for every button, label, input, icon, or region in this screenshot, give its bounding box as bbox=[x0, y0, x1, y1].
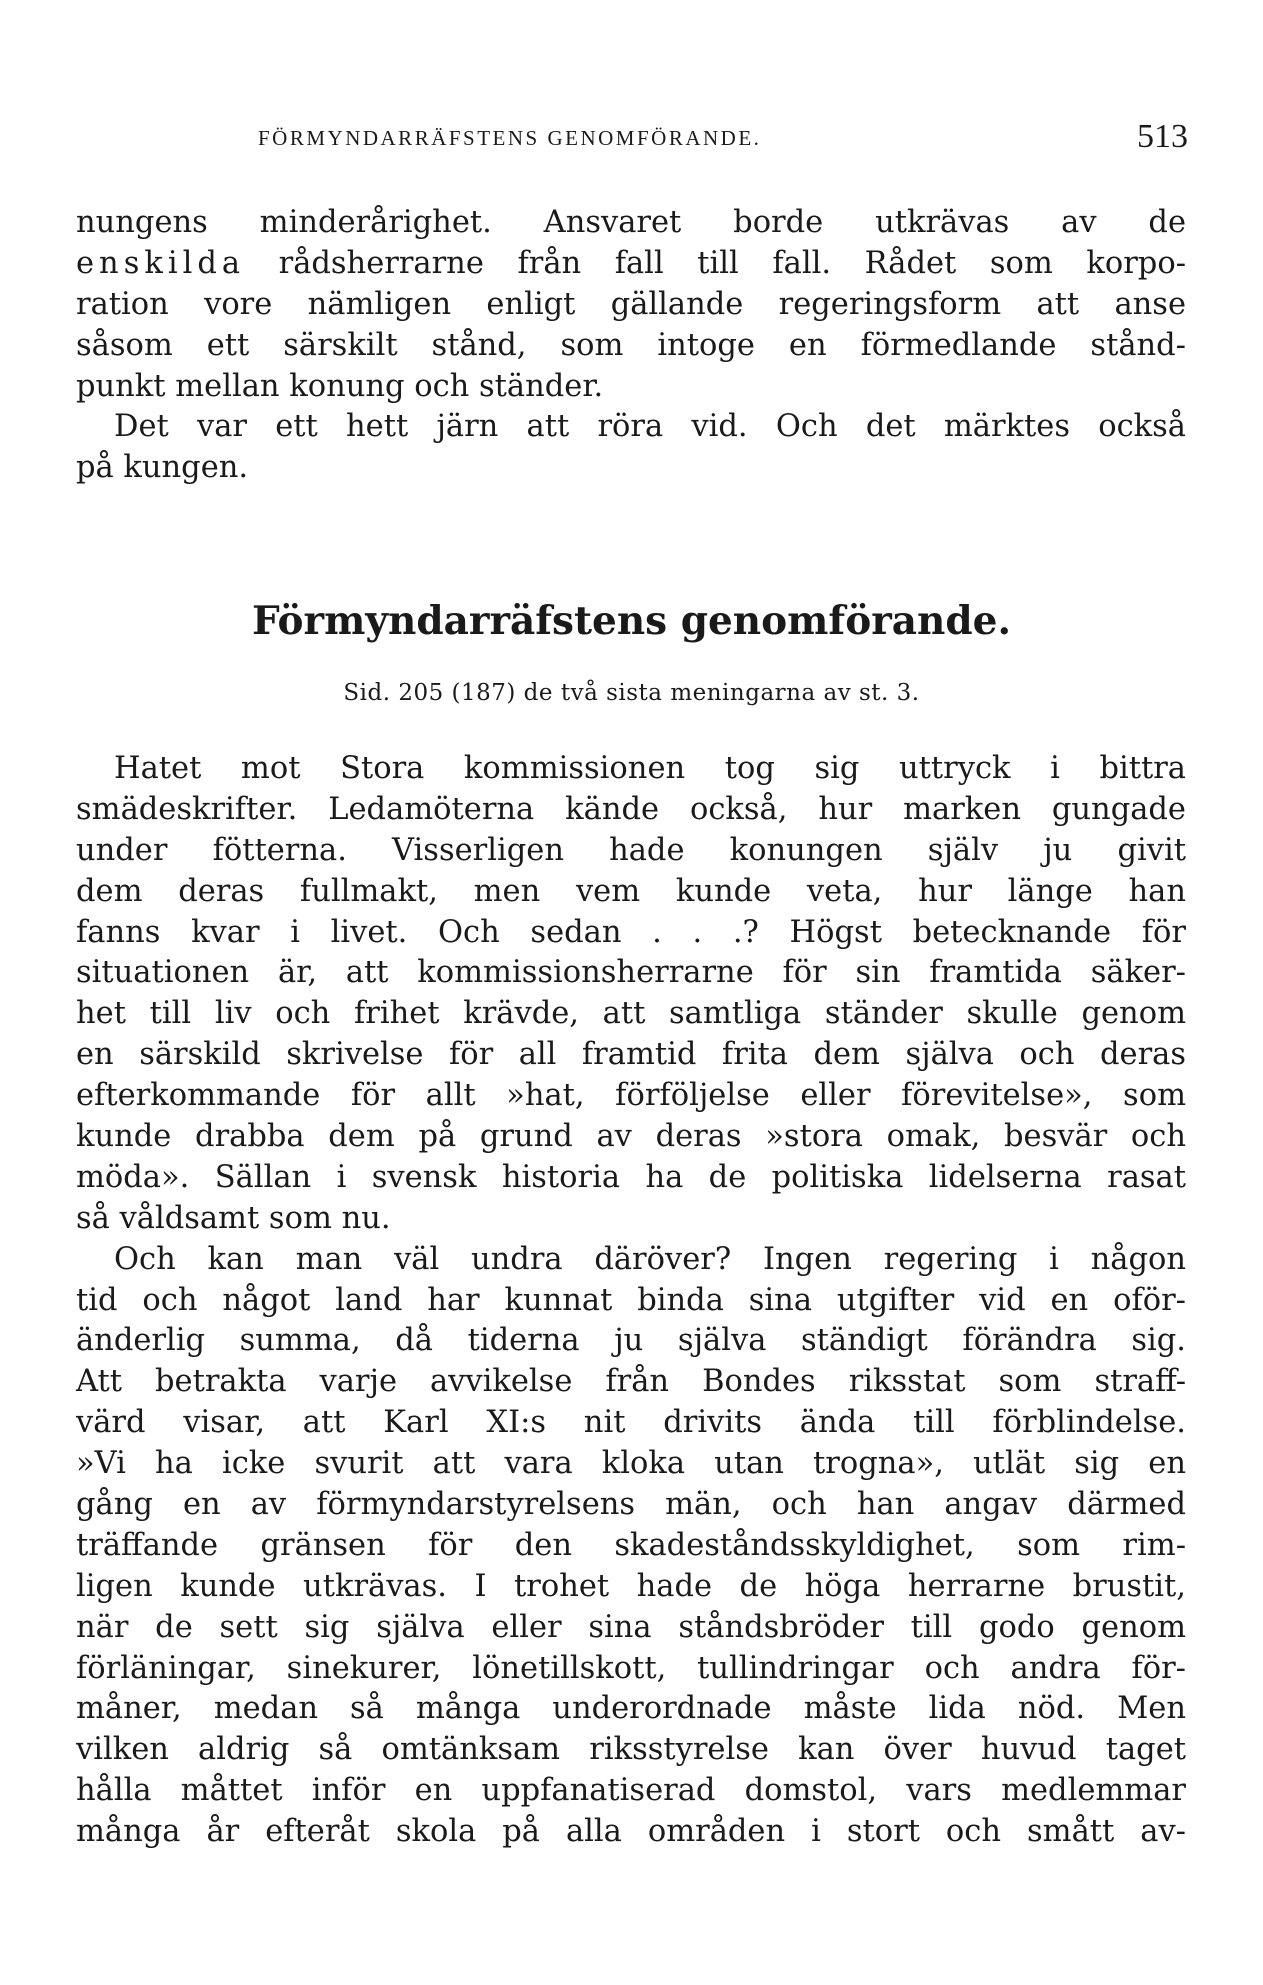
text-line: såsom ett särskilt stånd, som intoge en förmedlande stånd- bbox=[76, 327, 1186, 363]
text-line bbox=[76, 244, 1186, 285]
text-line: måner, medan så många underordnade måste lida nöd. Men bbox=[76, 1691, 1186, 1727]
text-line-rest: rådsherrarne från fall till fall. Rådet som korpo- bbox=[245, 245, 1186, 281]
text-line: dem deras fullmakt, men vem kunde veta, hur länge han bbox=[76, 873, 1186, 909]
text-line: kunde drabba dem på grund av deras »stora omak, besvär och bbox=[76, 1119, 1186, 1155]
text-line: gång en av förmyndarstyrelsens män, och han angav därmed bbox=[76, 1487, 1186, 1523]
text-line: Hatet mot Stora kommissionen tog sig uttryck i bittra bbox=[114, 751, 1186, 786]
section-subheading: Sid. 205 (187) de två sista meningarna av st. 3. bbox=[343, 680, 920, 706]
text-line: ligen kunde utkrävas. I trohet hade de höga herrarne brustit, bbox=[76, 1568, 1186, 1604]
text-line: Och kan man väl undra däröver? Ingen regering i någon bbox=[114, 1241, 1186, 1277]
section-heading: Förmyndarräfstens genomförande. bbox=[251, 598, 1012, 644]
paragraph-block-2 bbox=[76, 749, 1186, 1853]
text-line: möda». Sällan i svensk historia ha de politiska lidelserna rasat bbox=[76, 1159, 1186, 1195]
text-line: situationen är, att kommissionsherrarne för sin framtida säker- bbox=[76, 955, 1186, 991]
text-line: punkt mellan konung och ständer. bbox=[76, 368, 604, 404]
paragraph-block-1 bbox=[76, 203, 1186, 489]
text-line: Det var ett hett järn att röra vid. Och det märktes också bbox=[114, 409, 1186, 445]
page-number: 513 bbox=[1137, 118, 1188, 155]
text-line: tid och något land har kunnat binda sina utgifter vid en oför- bbox=[76, 1282, 1186, 1318]
text-line: förläningar, sinekurer, lönetillskott, tullindringar och andra för- bbox=[76, 1650, 1186, 1686]
text-line: på kungen. bbox=[76, 450, 249, 486]
text-line: så våldsamt som nu. bbox=[76, 1200, 391, 1236]
text-line: under fötterna. Visserligen hade konungen själv ju givit bbox=[76, 832, 1186, 868]
emphasized-word: enskilda bbox=[76, 245, 246, 281]
text-line: nungens minderårighet. Ansvaret borde utkrävas av de bbox=[76, 205, 1186, 240]
text-line: vilken aldrig så omtänksam riksstyrelse kan över huvud taget bbox=[76, 1732, 1186, 1768]
running-head-title: FÖRMYNDARRÄFSTENS GENOMFÖRANDE. bbox=[258, 126, 762, 150]
text-line: efterkommande för allt »hat, förföljelse eller förevitelse», som bbox=[76, 1078, 1186, 1114]
text-line: när de sett sig själva eller sina ståndsbröder till godo genom bbox=[76, 1609, 1186, 1645]
text-line: många år efteråt skola på alla områden i stort och smått av- bbox=[76, 1814, 1186, 1850]
text-line: »Vi ha icke svurit att vara kloka utan trogna», utlät sig en bbox=[76, 1446, 1186, 1482]
text-line: värd visar, att Karl XI:s nit drivits ända till förblindelse. bbox=[76, 1405, 1186, 1441]
text-line: fanns kvar i livet. Och sedan . . .? Högst betecknande för bbox=[76, 914, 1186, 950]
text-line: ration vore nämligen enligt gällande regeringsform att anse bbox=[76, 286, 1186, 322]
running-head bbox=[258, 118, 1188, 158]
text-line: hålla måttet inför en uppfanatiserad domstol, vars medlemmar bbox=[76, 1773, 1186, 1809]
text-line: het till liv och frihet krävde, att samtliga ständer skulle genom bbox=[76, 996, 1186, 1032]
text-line: smädeskrifter. Ledamöterna kände också, hur marken gungade bbox=[76, 791, 1186, 827]
text-line: en särskild skrivelse för all framtid frita dem själva och deras bbox=[76, 1037, 1186, 1073]
text-line: Att betrakta varje avvikelse från Bondes riksstat som straff- bbox=[76, 1364, 1186, 1400]
text-line: änderlig summa, då tiderna ju själva ständigt förändra sig. bbox=[76, 1323, 1186, 1359]
text-line: träffande gränsen för den skadeståndsskyldighet, som rim- bbox=[76, 1527, 1186, 1563]
